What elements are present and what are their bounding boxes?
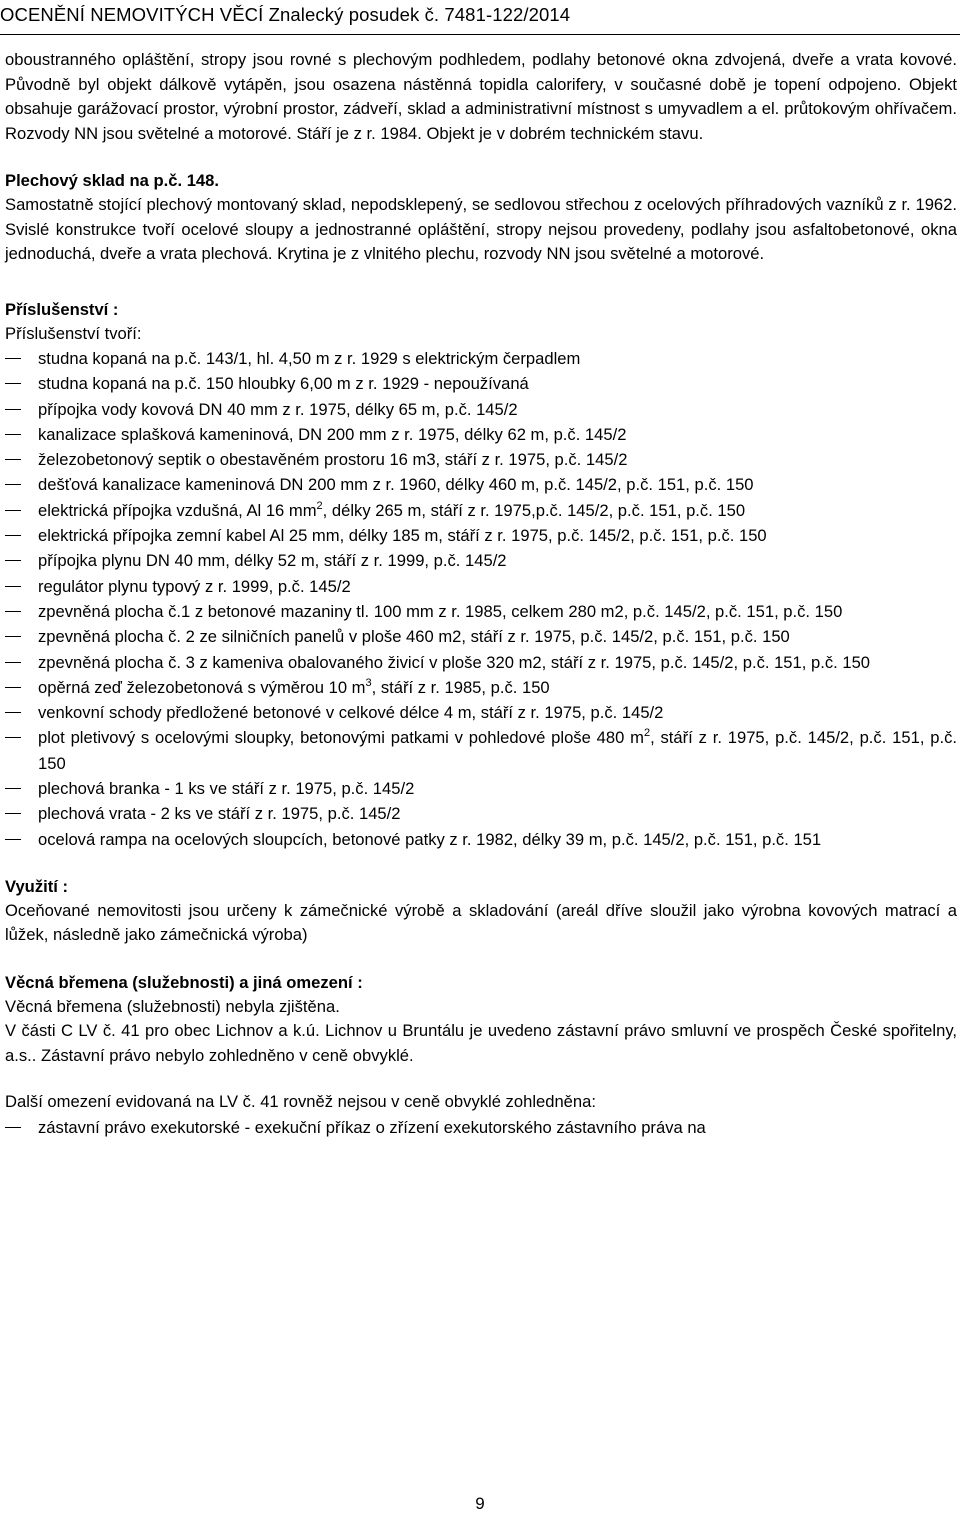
warehouse-title: Plechový sklad na p.č. 148. (5, 171, 219, 190)
easements-title: Věcná břemena (služebnosti) a jiná omezení : (5, 972, 363, 992)
accessory-item-text: studna kopaná na p.č. 150 hloubky 6,00 m z r. 1929 - nepoužívaná (38, 374, 529, 394)
document-header: OCENĚNÍ NEMOVITÝCH VĚCÍ Znalecký posudek č. 7481-122/2014 (0, 4, 571, 25)
accessory-item-text: zpevněná plocha č. 3 z kameniva obalovaného živicí v ploše 320 m2, stáří z r. 1975, p.č. 145/2, p.č. 151, p.č. 150 (38, 652, 871, 672)
other-restrictions-intro: Další omezení evidovaná na LV č. 41 rovněž nejsou v ceně obvyklé zohledněna: (5, 1092, 596, 1112)
accessory-item-text: ocelová rampa na ocelových sloupcích, betonové patky z r. 1982, délky 39 m, p.č. 145/2, p.č. 151, p.č. 151 (38, 829, 822, 849)
warehouse-description: Samostatně stojící plechový montovaný sklad, nepodsklepený, se sedlovou střechou z ocelových příhradových vazníků z r. 1962. Svislé konstrukce tvoří ocelové sloupy a jednostranné opláštění, stropy nejsou provedeny, podlahy jsou asfaltobetonové, okna jednoduchá, dveře a vrata plechová. Krytina je z vlnitého plechu, rozvody NN jsou světelné a motorové. (5, 195, 957, 263)
easements-line-1: Věcná břemena (služebnosti) nebyla zjištěna. (5, 996, 340, 1016)
accessory-item-text: venkovní schody předložené betonové v celkové délce 4 m, stáří z r. 1975, p.č. 145/2 (38, 703, 664, 723)
accessory-item (5, 422, 957, 447)
accessories-list (5, 346, 957, 852)
accessory-item (5, 472, 957, 497)
accessory-item-text-continued: , stáří z r. 1975, p.č. 145/2, p.č. 151, p.č. 150 (38, 728, 957, 773)
header-rule (0, 34, 960, 35)
accessory-item-superscript: 3 (365, 676, 372, 689)
accessory-item (5, 346, 957, 371)
accessory-item-superscript: 2 (316, 499, 323, 512)
accessory-item-text: regulátor plynu typový z r. 1999, p.č. 145/2 (38, 576, 351, 596)
accessory-item (5, 700, 957, 725)
accessory-item (5, 397, 957, 422)
accessory-item (5, 776, 957, 801)
accessory-item (5, 498, 957, 523)
accessory-item-text: plechová vrata - 2 ks ve stáří z r. 1975, p.č. 145/2 (38, 804, 401, 824)
accessory-item-text: dešťová kanalizace kameninová DN 200 mm z r. 1960, délky 460 m, p.č. 145/2, p.č. 151, p.č. 150 (38, 475, 754, 495)
accessory-item (5, 599, 957, 624)
accessory-item-superscript: 2 (643, 727, 651, 740)
accessory-item-text: přípojka plynu DN 40 mm, délky 52 m, stáří z r. 1999, p.č. 145/2 (38, 551, 507, 571)
accessory-item-text: zpevněná plocha č. 2 ze silničních panelů v ploše 460 m2, stáří z r. 1975, p.č. 145/2, p.č. 151, p.č. 150 (38, 627, 790, 647)
accessories-intro: Příslušenství tvoří: (5, 323, 142, 343)
usage-text: Oceňované nemovitosti jsou určeny k zámečnické výrobě a skladování (areál dříve sloužil jako výrobna kovových matrací a lůžek, následně jako zámečnická výroba) (5, 900, 957, 945)
accessory-item (5, 548, 957, 573)
accessory-item-text: plot pletivový s ocelovými sloupky, betonovými patkami v pohledové ploše 480 m (38, 728, 644, 748)
easements-line-2: V části C LV č. 41 pro obec Lichnov a k.ú. Lichnov u Bruntálu je uvedeno zástavní právo smluvní ve prospěch České spořitelny, a.s.. Zástavní právo nebylo zohledněno v ceně obvyklé. (5, 1021, 957, 1065)
accessory-item (5, 447, 957, 472)
accessory-item-text: přípojka vody kovová DN 40 mm z r. 1975, délky 65 m, p.č. 145/2 (38, 399, 518, 419)
page-number: 9 (475, 1494, 485, 1513)
accessory-item-text: studna kopaná na p.č. 143/1, hl. 4,50 m z r. 1929 s elektrickým čerpadlem (38, 349, 581, 368)
accessory-item (5, 675, 957, 700)
accessory-item (5, 371, 957, 396)
accessory-item-text-continued: , stáří z r. 1985, p.č. 150 (371, 677, 550, 697)
other-restrictions-list (5, 1115, 957, 1140)
restriction-item-text: zástavní právo exekutorské - exekuční příkaz o zřízení exekutorského zástavního práva na (38, 1117, 706, 1137)
accessory-item-text: zpevněná plocha č.1 z betonové mazaniny tl. 100 mm z r. 1985, celkem 280 m2, p.č. 145/2, p.č. 151, p.č. 150 (38, 601, 843, 621)
accessory-item (5, 725, 957, 776)
accessory-item-text: plechová branka - 1 ks ve stáří z r. 1975, p.č. 145/2 (38, 779, 415, 799)
accessory-item (5, 523, 957, 548)
accessory-item (5, 827, 957, 852)
accessory-item-text-continued: , délky 265 m, stáří z r. 1975,p.č. 145/2, p.č. 151, p.č. 150 (322, 500, 746, 520)
restriction-item (5, 1115, 957, 1140)
accessory-item-text: elektrická přípojka zemní kabel Al 25 mm, délky 185 m, stáří z r. 1975, p.č. 145/2, p.č. 151, p.č. 150 (38, 526, 767, 546)
accessory-item (5, 650, 957, 675)
accessory-item-text: železobetonový septik o obestavěném prostoru 16 m3, stáří z r. 1975, p.č. 145/2 (38, 450, 628, 470)
intro-paragraph: oboustranného opláštění, stropy jsou rovné s plechovým podhledem, podlahy betonové okna zdvojená, dveře a vrata kovové. Původně byl objekt dálkově vytápěn, jsou osazena nástěnná topidla calorifery, v současné době je topení odpojeno. Objekt obsahuje garážovací prostor, výrobní prostor, zádveří, sklad a administrativní místnost s umyvadlem a el. průtokovým ohřívačem. Rozvody NN jsou světelné a motorové. Stáří je z r. 1984. Objekt je v dobrém technickém stavu. (5, 50, 957, 143)
accessory-item (5, 801, 957, 826)
usage-title: Využití : (5, 876, 68, 896)
accessories-title: Příslušenství : (5, 299, 119, 319)
accessory-item-text: opěrná zeď železobetonová s výměrou 10 m (38, 677, 366, 697)
accessory-item (5, 574, 957, 599)
page-content (5, 48, 957, 1140)
accessory-item (5, 624, 957, 649)
accessory-item-text: kanalizace splašková kameninová, DN 200 mm z r. 1975, délky 62 m, p.č. 145/2 (38, 424, 627, 444)
accessory-item-text: elektrická přípojka vzdušná, Al 16 mm (38, 500, 317, 520)
